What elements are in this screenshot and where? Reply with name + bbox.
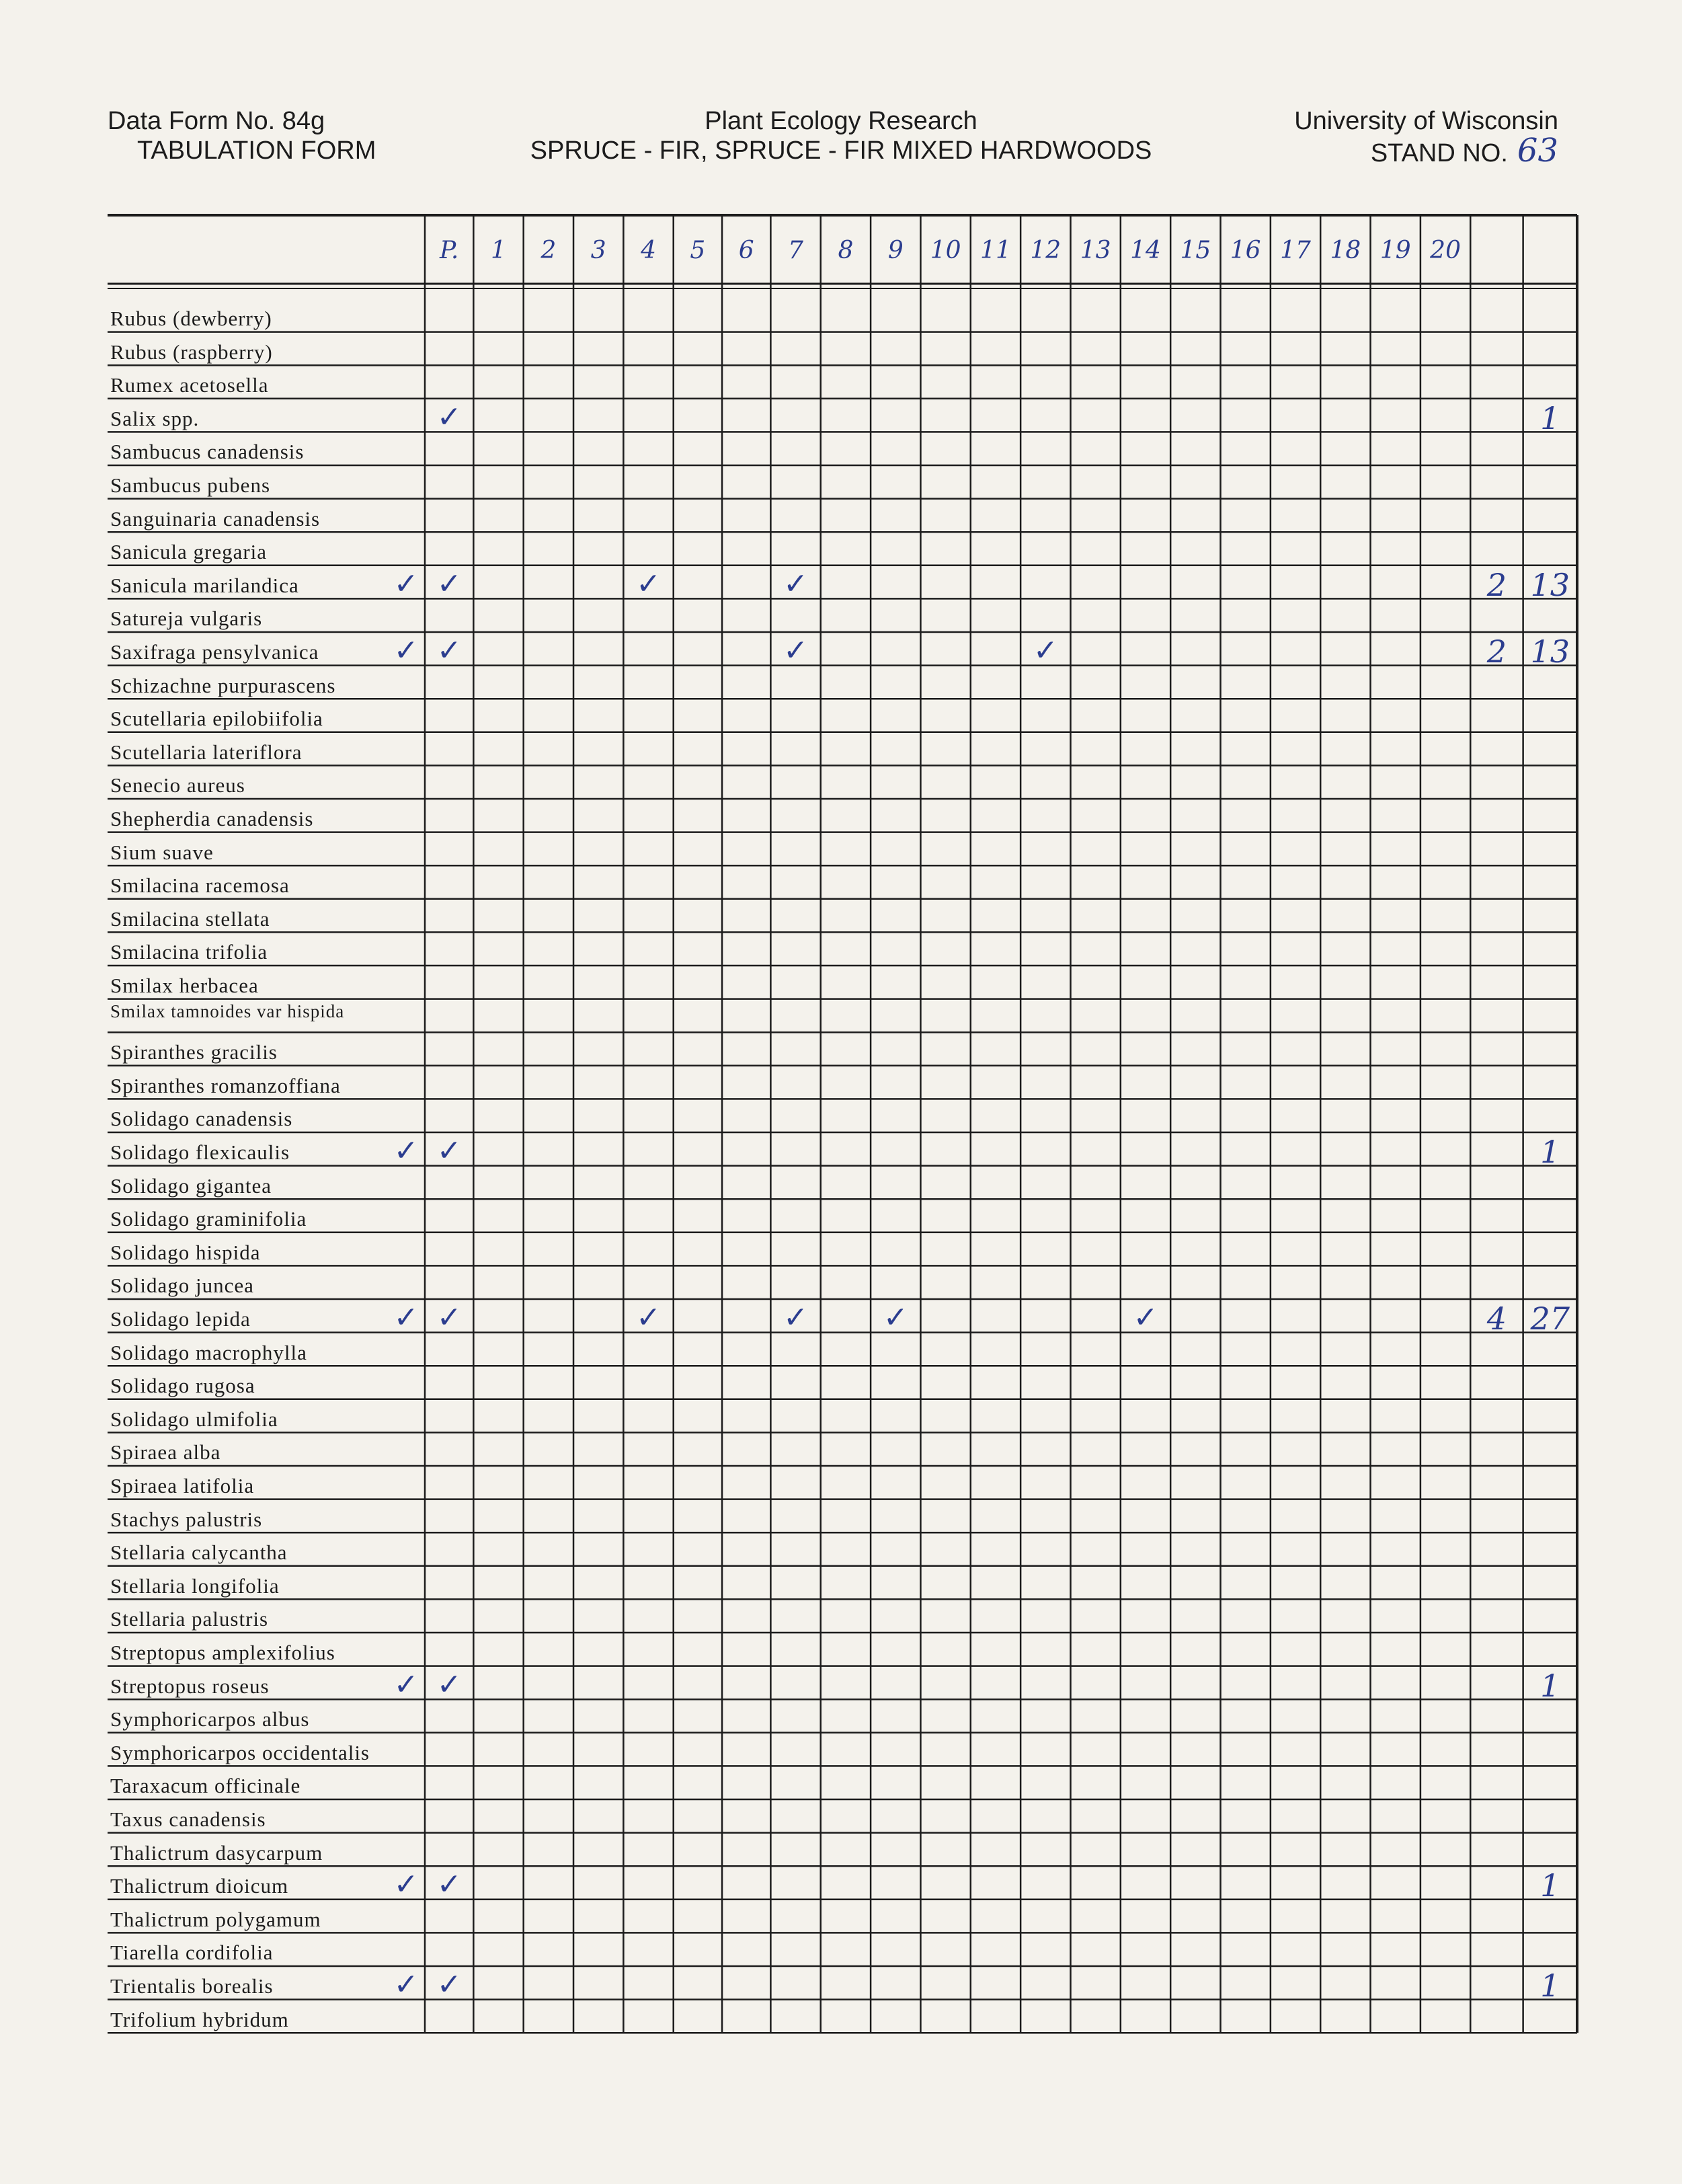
project-name: Plant Ecology Research	[705, 107, 977, 135]
quadrat-check-mark: ✓	[783, 633, 808, 668]
presence-check-mark: ✓	[393, 1967, 419, 2002]
species-name: Taxus canadensis	[110, 1807, 266, 1831]
stand-value: 63	[1517, 132, 1558, 169]
species-name: Solidago gigantea	[110, 1173, 272, 1198]
species-name: Solidago flexicaulis	[110, 1140, 290, 1164]
species-name: Stellaria palustris	[110, 1607, 269, 1631]
column-header: 5	[690, 237, 706, 264]
species-name: Trifolium hybridum	[110, 2007, 289, 2031]
frequency-total: 13	[1530, 566, 1570, 603]
column-header: 9	[887, 237, 904, 264]
frequency-count: 2	[1486, 566, 1507, 603]
quadrat-check-mark: ✓	[436, 566, 462, 601]
species-name: Solidago ulmifolia	[110, 1407, 278, 1431]
column-header: 13	[1080, 237, 1111, 264]
column-header: 14	[1130, 237, 1161, 264]
column-header: 1	[491, 237, 506, 264]
species-name: Solidago macrophylla	[110, 1340, 307, 1364]
frequency-count: 2	[1486, 633, 1507, 670]
frequency-total: 1	[1540, 1667, 1560, 1704]
species-name: Scutellaria epilobiifolia	[110, 707, 323, 731]
species-name: Sium suave	[110, 840, 214, 864]
column-header: 8	[838, 237, 854, 264]
quadrat-check-mark: ✓	[436, 1667, 462, 1702]
species-name: Scutellaria lateriflora	[110, 740, 303, 764]
institution-name: University of Wisconsin	[1294, 107, 1558, 135]
species-name: Saxifraga pensylvanica	[110, 640, 319, 664]
column-header: 17	[1280, 237, 1311, 264]
species-name: Thalictrum dioicum	[110, 1874, 289, 1898]
quadrat-check-mark: ✓	[436, 633, 462, 668]
presence-check-mark: ✓	[393, 1134, 419, 1168]
column-header: 11	[980, 237, 1011, 264]
species-name: Spiranthes gracilis	[110, 1040, 278, 1064]
species-name: Sambucus pubens	[110, 473, 271, 497]
species-name: Smilacina racemosa	[110, 873, 290, 898]
species-name: Rumex acetosella	[110, 373, 269, 397]
column-header: 15	[1180, 237, 1211, 264]
species-name: Stellaria longifolia	[110, 1573, 280, 1598]
frequency-count: 4	[1486, 1300, 1507, 1337]
frequency-total: 13	[1530, 633, 1570, 670]
species-name: Stachys palustris	[110, 1507, 263, 1531]
quadrat-check-mark: ✓	[636, 566, 661, 601]
column-header: 19	[1379, 237, 1411, 264]
quadrat-check-mark: ✓	[1133, 1300, 1158, 1335]
column-header: 2	[540, 237, 557, 264]
species-name: Smilacina stellata	[110, 906, 270, 931]
species-name: Solidago rugosa	[110, 1374, 255, 1398]
species-name: Tiarella cordifolia	[110, 1941, 274, 1965]
frequency-total: 27	[1530, 1300, 1570, 1337]
quadrat-check-mark: ✓	[436, 1867, 462, 1902]
quadrat-check-mark: ✓	[883, 1300, 908, 1335]
species-name: Solidago hispida	[110, 1240, 261, 1264]
species-name: Rubus (dewberry)	[110, 307, 272, 330]
species-name: Solidago lepida	[110, 1307, 251, 1331]
species-name: Symphoricarpos albus	[110, 1707, 310, 1731]
frequency-total: 1	[1540, 1134, 1560, 1170]
quadrat-check-mark: ✓	[783, 566, 808, 601]
species-name: Symphoricarpos occidentalis	[110, 1740, 370, 1764]
species-name: Sanicula marilandica	[110, 573, 299, 597]
quadrat-check-mark: ✓	[436, 1134, 462, 1168]
presence-check-mark: ✓	[393, 1300, 419, 1335]
quadrat-check-mark: ✓	[436, 1300, 462, 1335]
species-name: Stellaria calycantha	[110, 1540, 288, 1565]
frequency-total: 1	[1540, 1967, 1560, 2004]
species-name: Spiranthes romanzoffiana	[110, 1073, 341, 1097]
species-name: Thalictrum polygamum	[110, 1907, 321, 1931]
species-name: Sanguinaria canadensis	[110, 506, 321, 531]
species-name: Solidago graminifolia	[110, 1207, 307, 1231]
quadrat-check-mark: ✓	[783, 1300, 808, 1335]
column-header: 6	[738, 237, 754, 264]
stand-label: STAND NO.	[1370, 139, 1508, 167]
presence-check-mark: ✓	[393, 1867, 419, 1902]
species-name: Schizachne purpurascens	[110, 673, 336, 697]
species-name: Thalictrum dasycarpum	[110, 1840, 323, 1865]
presence-check-mark: ✓	[393, 1667, 419, 1702]
column-header: 20	[1430, 237, 1461, 264]
column-header: 3	[590, 237, 606, 264]
species-name: Smilacina trifolia	[110, 940, 268, 964]
species-name: Sanicula gregaria	[110, 540, 268, 564]
species-name: Solidago canadensis	[110, 1107, 293, 1131]
species-name: Smilax tamnoides var hispida	[110, 1001, 345, 1021]
species-name: Sambucus canadensis	[110, 440, 305, 464]
column-header: 16	[1230, 237, 1261, 264]
column-header: P.	[439, 237, 459, 264]
species-name: Taraxacum officinale	[110, 1774, 301, 1798]
presence-check-mark: ✓	[393, 566, 419, 601]
frequency-total: 1	[1540, 1867, 1560, 1904]
species-name: Smilax herbacea	[110, 974, 259, 997]
species-name: Streptopus amplexifolius	[110, 1641, 335, 1664]
frequency-total: 1	[1540, 399, 1560, 436]
species-name: Senecio aureus	[110, 773, 245, 797]
quadrat-check-mark: ✓	[436, 399, 462, 434]
form-subtitle: SPRUCE - FIR, SPRUCE - FIR MIXED HARDWOODS	[530, 136, 1152, 165]
species-name: Rubus (raspberry)	[110, 340, 273, 364]
species-name: Spiraea alba	[110, 1440, 221, 1465]
column-header: 18	[1330, 237, 1361, 264]
species-name: Trientalis borealis	[110, 1974, 274, 1998]
quadrat-check-mark: ✓	[1033, 633, 1058, 668]
column-header: 7	[788, 237, 804, 264]
column-header: 12	[1030, 237, 1062, 264]
species-name: Shepherdia canadensis	[110, 807, 314, 830]
quadrat-check-mark: ✓	[436, 1967, 462, 2002]
column-header: 4	[641, 237, 656, 264]
form-number: Data Form No. 84g	[108, 107, 325, 135]
column-header: 10	[930, 237, 961, 264]
species-name: Salix spp.	[110, 406, 200, 430]
form-title: TABULATION FORM	[137, 136, 376, 165]
species-name: Spiraea latifolia	[110, 1474, 255, 1497]
presence-check-mark: ✓	[393, 633, 419, 668]
species-name: Satureja vulgaris	[110, 607, 263, 631]
species-name: Streptopus roseus	[110, 1674, 270, 1698]
quadrat-check-mark: ✓	[636, 1300, 661, 1335]
species-name: Solidago juncea	[110, 1274, 254, 1298]
